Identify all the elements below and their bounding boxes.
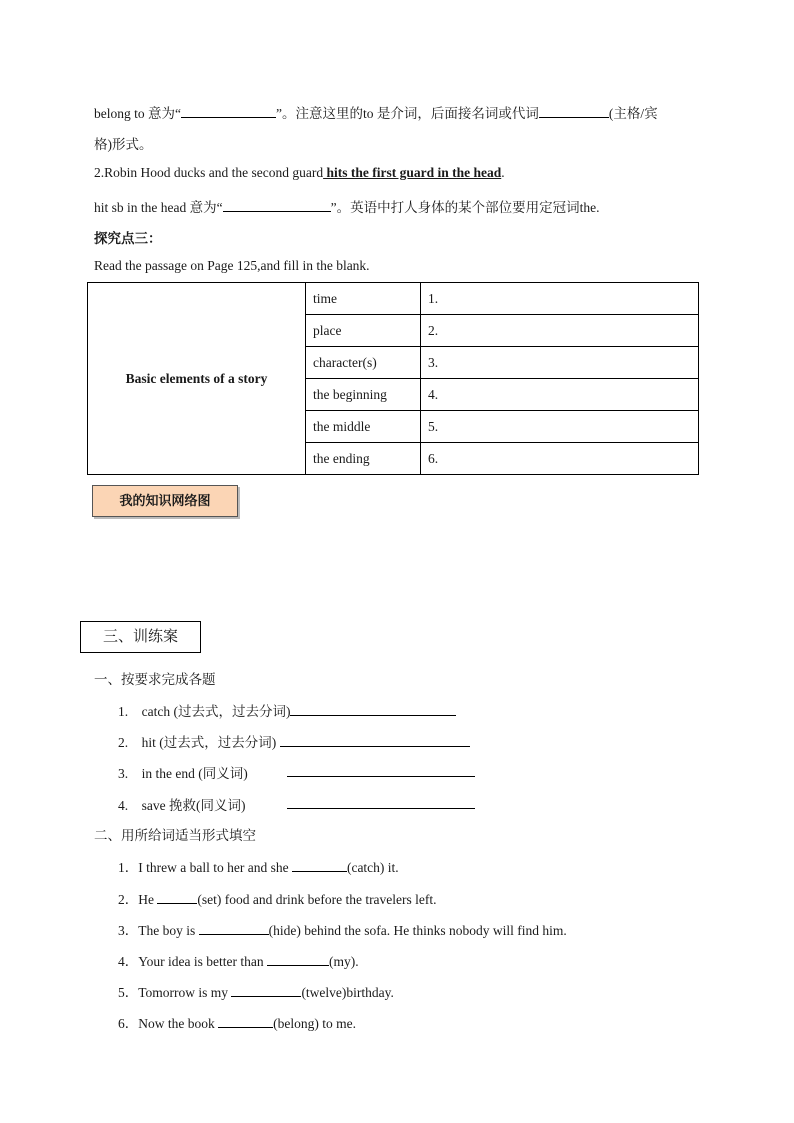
item-text: (hide) behind the sofa. He thinks nobody will find him. <box>268 923 567 938</box>
answer-blank[interactable] <box>218 1015 273 1028</box>
list-item <box>118 919 567 939</box>
text-segment: . <box>501 165 505 180</box>
list-item <box>118 981 394 1001</box>
row-label: time <box>306 283 421 315</box>
part2-title: 二、用所给词适当形式填空 <box>94 828 256 843</box>
item-text: Your idea is better than <box>138 954 267 969</box>
item-text: He <box>138 892 158 907</box>
highlighted-phrase: hits the first guard in the head <box>323 165 502 180</box>
row-label: the middle <box>306 411 421 443</box>
part1-title: 一、按要求完成各题 <box>94 672 216 687</box>
list-item <box>118 856 399 876</box>
list-item <box>118 1012 356 1032</box>
item-text: catch (过去式，过去分词) <box>141 704 291 719</box>
item-number: 1． <box>118 860 139 875</box>
list-item <box>118 950 359 970</box>
answer-blank[interactable] <box>287 796 475 809</box>
text-segment: 2.Robin Hood ducks and the second guard <box>94 165 324 180</box>
list-item <box>118 762 248 782</box>
answer-blank[interactable] <box>539 105 609 118</box>
item-text: (twelve)birthday. <box>301 985 394 1000</box>
knowledge-map-box: 我的知识网络图 <box>92 485 238 517</box>
answer-blank[interactable] <box>292 859 347 872</box>
answer-blank[interactable] <box>287 764 475 777</box>
answer-cell[interactable]: 5. <box>421 411 699 443</box>
row-label: the beginning <box>306 379 421 411</box>
answer-cell[interactable]: 2. <box>421 315 699 347</box>
table-header-cell: Basic elements of a story <box>88 283 306 475</box>
table-row <box>88 283 699 315</box>
text-line-1 <box>94 102 658 122</box>
answer-blank[interactable] <box>280 734 470 747</box>
item-text: The boy is <box>138 923 199 938</box>
item-number: 2. <box>118 735 129 750</box>
item-text: (belong) to me. <box>273 1016 356 1031</box>
text-segment: ”。注意这里的to 是介词，后面接名词或代词 <box>276 106 539 121</box>
row-label: character(s) <box>306 347 421 379</box>
list-item <box>118 794 245 814</box>
answer-blank[interactable] <box>181 105 276 118</box>
answer-blank[interactable] <box>157 891 197 904</box>
item-text: (catch) it. <box>346 860 399 875</box>
answer-cell[interactable]: 6. <box>421 443 699 475</box>
answer-blank[interactable] <box>231 984 301 997</box>
text-line-2: 格)形式。 <box>94 137 153 152</box>
section-heading: 三、训练案 <box>80 621 201 653</box>
item-text: hit (过去式，过去分词) <box>141 735 277 750</box>
answer-blank[interactable] <box>290 703 456 716</box>
row-label: place <box>306 315 421 347</box>
item-text: I threw a ball to her and she <box>138 860 292 875</box>
answer-blank[interactable] <box>199 922 269 935</box>
story-elements-table <box>87 282 699 475</box>
item-number: 2． <box>118 892 139 907</box>
text-line-3 <box>94 165 505 181</box>
text-segment: (主格/宾 <box>608 106 658 121</box>
item-number: 6． <box>118 1016 139 1031</box>
text-segment: ”。英语中打人身体的某个部位要用定冠词the. <box>330 200 600 215</box>
text-segment: hit sb in the head 意为“ <box>94 200 223 215</box>
answer-cell[interactable]: 1. <box>421 283 699 315</box>
item-number: 5． <box>118 985 139 1000</box>
instruction-text: Read the passage on Page 125,and fill in the blank. <box>94 258 370 273</box>
answer-cell[interactable]: 4. <box>421 379 699 411</box>
item-text: save 挽救(同义词) <box>141 798 246 813</box>
item-text: Tomorrow is my <box>138 985 232 1000</box>
item-number: 3. <box>118 766 129 781</box>
answer-blank[interactable] <box>267 953 329 966</box>
text-line-4 <box>94 196 599 216</box>
item-text: Now the book <box>138 1016 219 1031</box>
item-text: (my). <box>328 954 359 969</box>
row-label: the ending <box>306 443 421 475</box>
explore-heading: 探究点三： <box>94 231 162 246</box>
answer-blank[interactable] <box>223 199 331 212</box>
answer-cell[interactable]: 3. <box>421 347 699 379</box>
text-segment: belong to 意为“ <box>94 106 181 121</box>
item-number: 4. <box>118 798 129 813</box>
list-item <box>118 700 456 720</box>
item-number: 1. <box>118 704 129 719</box>
item-text: (set) food and drink before the travelers left. <box>197 892 437 907</box>
list-item <box>118 731 470 751</box>
list-item <box>118 888 437 908</box>
item-number: 3． <box>118 923 139 938</box>
item-number: 4． <box>118 954 139 969</box>
item-text: in the end (同义词) <box>141 766 248 781</box>
